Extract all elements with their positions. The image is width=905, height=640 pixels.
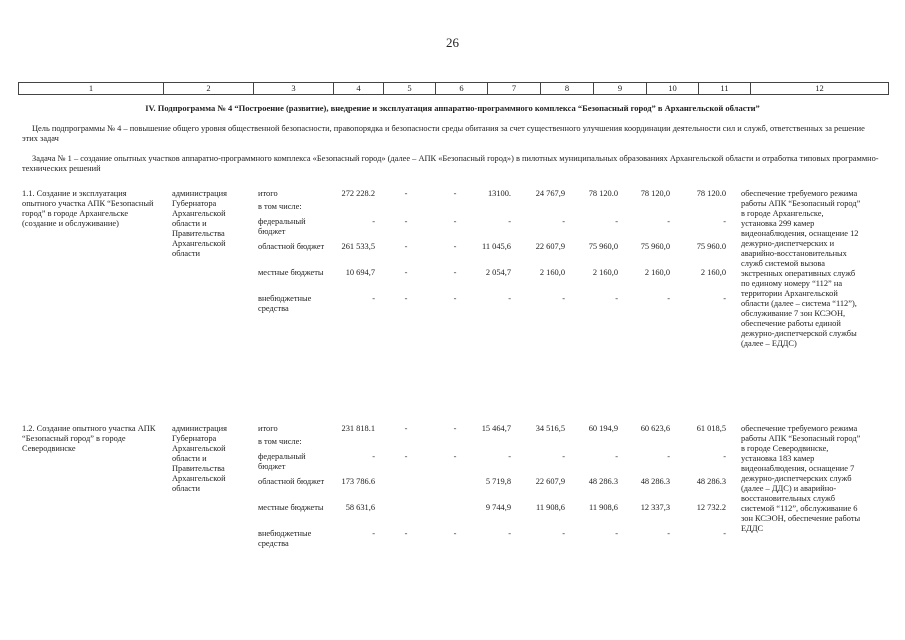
table-cell-value: - [667,452,670,461]
table-cell-value: - [372,529,375,538]
header-col-3: 3 [254,83,334,94]
measure-result: обеспечение требуемого режима работы АПК “Безопасный город” в городе Архангельске, установка 299 камер видеонаблюдения, оснащение 12 дежурно-диспетчерских и аварийно-восстановительных служб системой вызова экстренных оперативных служб по единому номеру “112” на территории Архангельской области (далее – система “112”), обслуживание 7 зон КСЭОН, обеспечение работы единой дежурно-диспетчерской службы (далее – ЕДДС) [741,189,861,348]
table-cell-value: 2 054,7 [485,268,511,277]
table-cell-value: - [667,529,670,538]
table-cell-value: 12 732.2 [696,503,726,512]
measure-name: 1.2. Создание опытного участка АПК “Безопасный город” в городе Северодвинске [22,424,156,453]
table-cell-value: 60 194,9 [588,424,618,433]
table-cell-value: 2 160,0 [644,268,670,277]
table-cell-value: 12 337,3 [640,503,670,512]
header-col-8: 8 [541,83,594,94]
table-cell-value: 11 908,6 [535,503,565,512]
table-cell-value: - [723,217,726,226]
goal-text: Цель подпрограммы № 4 – повышение общего уровня общественной безопасности, правопорядка и безопасности среды обитания за счет существенного улучшения координации деятельности сил и служб, ответственных за решение этих задач [22,124,865,143]
task-text: Задача № 1 – создание опытных участков аппаратно-программного комплекса «Безопасный город» (далее – АПК «Безопасный город») в пилотных муниципальных образованиях Архангельской области и отработка типовых программно-технических решений [22,154,879,173]
header-col-10: 10 [647,83,699,94]
header-col-5: 5 [384,83,436,94]
funding-source-label: в том числе: [258,437,302,446]
header-col-12: 12 [815,83,824,93]
table-cell-value: 2 160,0 [592,268,618,277]
table-cell-value: 2 160,0 [539,268,565,277]
table-cell-value: - [404,268,408,277]
section-title: IV. Подпрограмма № 4 “Построение (развитие), внедрение и эксплуатация аппаратно-программного комплекса “Безопасный город” в Архангельской области” [145,103,760,113]
table-cell-value: 48 286.3 [640,477,670,486]
table-cell-value: - [615,529,618,538]
header-col-1: 1 [19,83,164,94]
table-cell-value: 15 464,7 [481,424,511,433]
table-cell-value: - [562,294,565,303]
table-cell-value: 58 631,6 [345,503,375,512]
table-cell-value: 78 120.0 [588,189,618,198]
table-cell-value: 60 623,6 [640,424,670,433]
table-cell-value: 24 767,9 [535,189,565,198]
header-col-11: 11 [699,83,751,94]
table-cell-value: - [404,529,408,538]
measure-result: обеспечение требуемого режима работы АПК “Безопасный город” в городе Северодвинске, установка 183 камер видеонаблюдения, оснащение 7 дежурно-диспетчерских служб (далее – ДДС) и аварийно-восстановительных служб системой “112”, обслуживание 6 зон КСЭОН, обеспечение работы ЕДДС [741,424,861,533]
table-cell-value: 173 786.6 [341,477,375,486]
table-cell-value: 78 120.0 [696,189,726,198]
table-cell-value: 75 960.0 [696,242,726,251]
table-cell-value: - [667,217,670,226]
table-cell-value: 78 120,0 [640,189,670,198]
table-cell-value: 11 908,6 [588,503,618,512]
table-cell-value: 48 286.3 [588,477,618,486]
table-cell-value: - [615,217,618,226]
header-col-6: 6 [436,83,488,94]
funding-source-label: местные бюджеты [258,503,324,512]
table-cell-value: - [453,242,457,251]
funding-source-label: федеральный бюджет [258,217,306,236]
table-cell-value: - [453,268,457,277]
funding-source-label: внебюджетные средства [258,529,312,548]
measure-executor: администрация Губернатора Архангельской области и Правительства Архангельской области [172,424,227,493]
table-cell-value: 5 719,8 [485,477,511,486]
funding-source-label: областной бюджет [258,477,325,486]
header-col-7: 7 [488,83,541,94]
funding-source-label: областной бюджет [258,242,325,251]
table-cell-value: - [372,217,375,226]
table-cell-value: 9 744,9 [485,503,511,512]
table-cell-value: 2 160,0 [700,268,726,277]
table-cell-value: 22 607,9 [535,242,565,251]
table-cell-value: - [404,242,408,251]
funding-source-label: федеральный бюджет [258,452,306,471]
measure-name: 1.1. Создание и эксплуатация опытного участка АПК “Безопасный город” в городе Архангельске (создание и обслуживание) [22,189,154,228]
table-cell-value: 61 018,5 [696,424,726,433]
funding-source-label: местные бюджеты [258,268,324,277]
table-cell-value: 10 694,7 [345,268,375,277]
funding-source-label: внебюджетные средства [258,294,312,313]
table-cell-value: - [453,424,457,433]
header-col-9: 9 [594,83,647,94]
table-cell-value: - [404,452,408,461]
funding-source-label: итого [258,424,278,433]
table-cell-value: - [562,217,565,226]
table-cell-value: - [404,294,408,303]
table-cell-value: - [615,452,618,461]
table-cell-value: - [453,452,457,461]
header-col-2: 2 [164,83,254,94]
table-cell-value: 261 533,5 [341,242,375,251]
table-cell-value: - [508,452,511,461]
page-number: 26 [446,35,459,50]
table-cell-value: 75 960,0 [640,242,670,251]
table-cell-value: - [723,529,726,538]
table-cell-value: - [723,452,726,461]
table-cell-value: - [453,189,457,198]
table-cell-value: - [562,529,565,538]
table-cell-value: - [723,294,726,303]
table-cell-value: - [372,294,375,303]
table-cell-value: - [508,529,511,538]
table-cell-value: - [453,529,457,538]
table-cell-value: - [404,424,408,433]
funding-source-label: итого [258,189,278,198]
table-cell-value: - [615,294,618,303]
table-cell-value: - [453,217,457,226]
table-cell-value: - [508,217,511,226]
table-cell-value: 48 286.3 [696,477,726,486]
table-cell-value: - [404,217,408,226]
table-cell-value: 272 228.2 [341,189,375,198]
table-cell-value: 13100. [487,189,511,198]
measure-executor: администрация Губернатора Архангельской области и Правительства Архангельской области [172,189,227,258]
table-cell-value: 231 818.1 [341,424,375,433]
table-cell-value: - [453,294,457,303]
funding-source-label: в том числе: [258,202,302,211]
column-number-header [18,82,889,95]
table-cell-value: - [562,452,565,461]
table-cell-value: 75 960,0 [588,242,618,251]
table-cell-value: 22 607,9 [535,477,565,486]
header-col-4: 4 [334,83,384,94]
table-cell-value: 11 045,6 [481,242,511,251]
table-cell-value: - [508,294,511,303]
table-cell-value: - [667,294,670,303]
table-cell-value: - [372,452,375,461]
table-cell-value: 34 516,5 [535,424,565,433]
table-cell-value: - [404,189,408,198]
